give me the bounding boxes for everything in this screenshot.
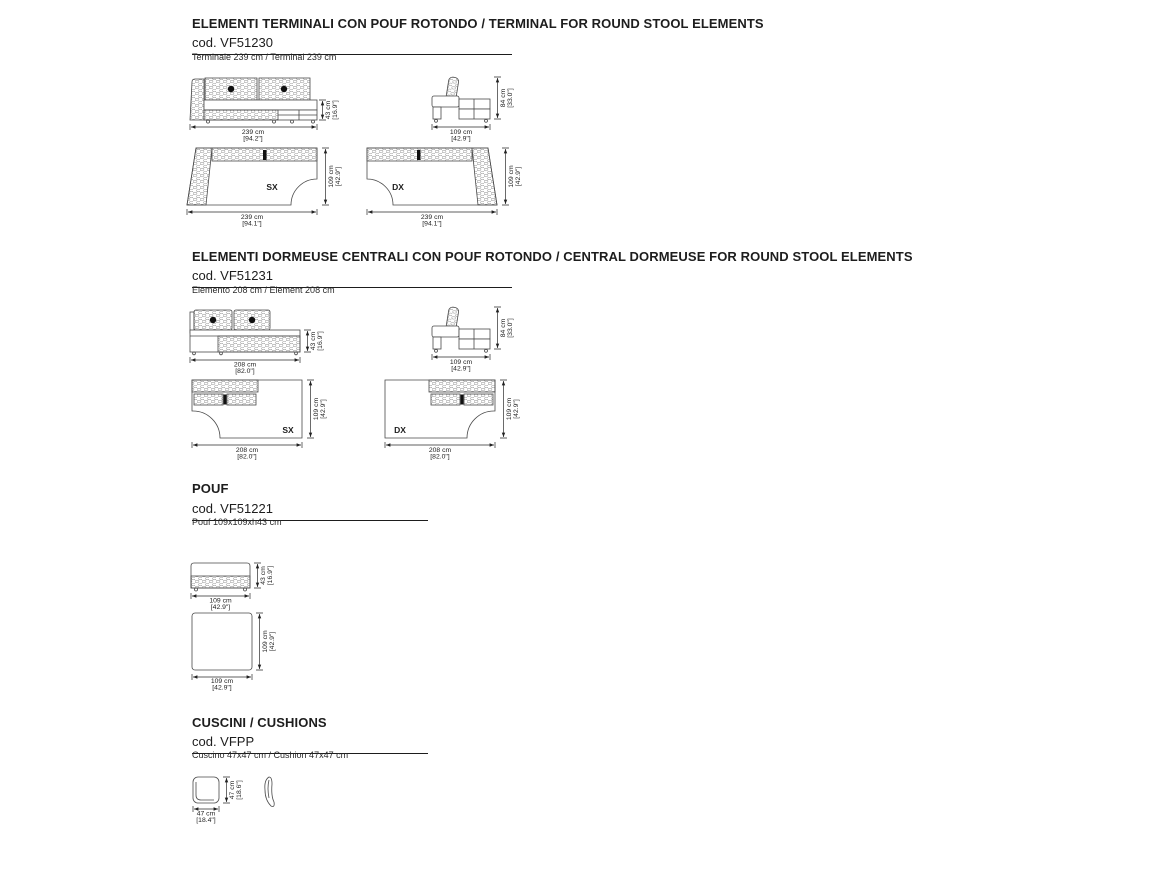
section-title-terminal: ELEMENTI TERMINALI CON POUF ROTONDO / TERMINAL FOR ROUND STOOL ELEMENTS [192,16,764,31]
dim-label: 47 cm [229,780,236,800]
dim-label: 109 cm [328,165,335,188]
terminal-plan-sx [186,144,344,230]
dim-label: 208 cm [233,361,257,369]
dim-label: [16.9"] [317,331,325,351]
dim-label: 109 cm [449,129,473,136]
section-subtitle-terminal: Terminale 239 cm / Terminal 239 cm [192,52,337,62]
dim-label: 109 cm [210,678,234,685]
section-title-dormeuse: ELEMENTI DORMEUSE CENTRALI CON POUF ROTONDO / CENTRAL DORMEUSE FOR ROUND STOOL ELEMENTS [192,249,913,264]
dim-label: [94.1"] [422,220,442,228]
plan-orientation-label: DX [392,182,404,192]
cushion-front-view [193,777,219,803]
plan-orientation-label: DX [394,425,406,435]
dim-label: [42.9"] [515,166,523,187]
dim-label: [18.4"] [196,817,216,824]
terminal-side-view [428,74,520,142]
dormeuse-plan-sx [190,376,330,462]
dim-label: 109 cm [508,165,515,188]
pouf-plan-view [188,608,292,692]
section-title-cushions: CUSCINI / CUSHIONS [192,715,327,730]
dim-label: 43 cm [325,100,332,120]
dim-label: 109 cm [209,597,232,605]
dim-label: 47 cm [196,810,216,818]
dormeuse-side-view [428,304,520,372]
dim-label: [94.1"] [242,220,262,228]
section-code-pouf: cod. VF51221 [192,501,428,521]
dim-label: [16.9"] [332,100,340,120]
dim-label: [42.9"] [320,399,328,419]
section-code-dormeuse: cod. VF51231 [192,268,512,288]
dim-label: 208 cm [428,447,452,454]
section-subtitle-pouf: Pouf 109x109xh43 cm [192,517,282,527]
terminal-plan-dx [365,144,523,230]
dim-label: 208 cm [235,447,259,454]
dim-label: 239 cm [240,214,264,221]
cushion-side-view [265,777,274,807]
section-code-terminal: cod. VF51230 [192,35,512,55]
dim-label: 84 cm [500,88,507,108]
cushion-views [188,770,298,830]
dim-label: [33.0"] [507,318,515,338]
dormeuse-plan-dx [383,376,523,462]
dim-label: 239 cm [241,129,265,136]
dim-label: [18.6"] [236,780,244,800]
section-title-pouf: POUF [192,481,229,496]
dim-label: [42.9"] [451,365,471,373]
dim-label: 239 cm [420,214,444,221]
dim-label: [82.0"] [235,368,255,375]
dim-label: [82.0"] [237,453,257,461]
dim-label: 109 cm [449,359,473,366]
dim-label: [94.2"] [243,135,263,143]
dim-label: [33.0"] [507,88,515,108]
dim-label: 84 cm [500,318,507,338]
dim-label: 109 cm [506,397,513,421]
dim-label: [42.9"] [513,399,521,419]
pouf-front-view [188,556,288,612]
dim-label: [42.9"] [212,684,232,692]
dim-label: [82.0"] [430,453,450,461]
section-subtitle-dormeuse: Elemento 208 cm / Element 208 cm [192,285,335,295]
dim-label: 43 cm [310,331,317,351]
plan-orientation-label: SX [266,182,278,192]
dim-label: [42.9"] [269,631,277,652]
dormeuse-front-view [188,302,340,376]
dim-label: 43 cm [260,566,267,585]
dim-label: 109 cm [262,630,269,653]
section-code-cushions: cod. VFPP [192,734,428,754]
dim-label: [42.9"] [335,166,343,187]
terminal-front-view [188,74,344,142]
dim-label: [42.9"] [451,135,471,143]
section-subtitle-cushions: Cuscino 47x47 cm / Cushion 47x47 cm [192,750,349,760]
dim-label: [16.9"] [267,565,275,586]
plan-orientation-label: SX [282,425,294,435]
dim-label: 109 cm [313,397,320,421]
dim-label: [42.9"] [210,604,231,611]
